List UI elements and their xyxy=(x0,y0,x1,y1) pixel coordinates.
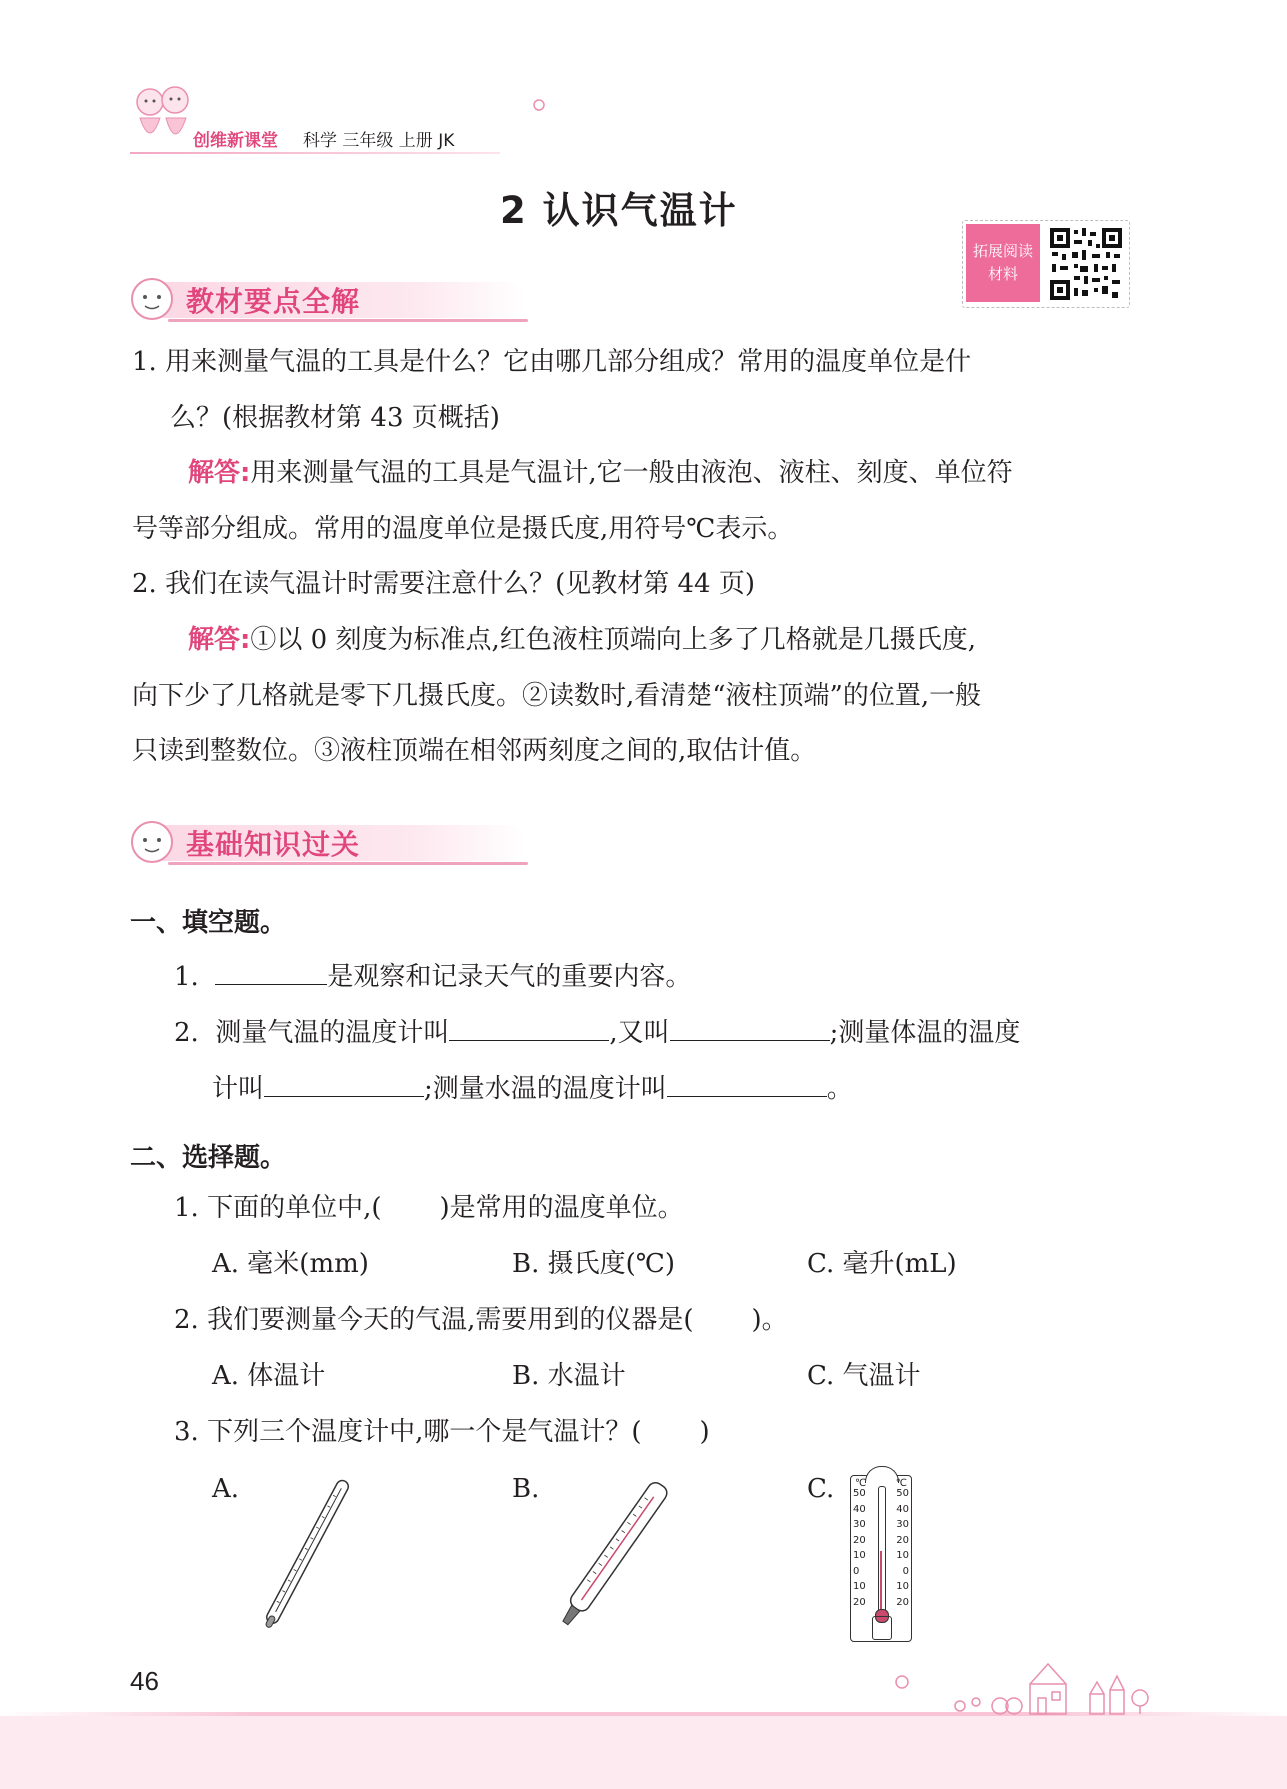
scale-label: 50 xyxy=(853,1488,866,1499)
answer-1-cont: 号等部分组成。常用的温度单位是摄氏度,用符号℃表示。 xyxy=(132,514,794,544)
subject-info: 科学 三年级 上册 JK xyxy=(303,131,455,151)
scale-label: 0 xyxy=(902,1565,909,1577)
thermometer-b-image[interactable] xyxy=(548,1470,678,1644)
scale-label: 10 xyxy=(896,1550,909,1561)
fill-question-1: 1. 是观察和记录天气的重要内容。 xyxy=(174,958,691,993)
scale-label: 10 xyxy=(896,1581,909,1592)
option-a[interactable]: A. xyxy=(212,1474,240,1504)
answer-label: 解答: xyxy=(188,458,251,488)
option-c[interactable]: C. 毫升(mL) xyxy=(807,1249,957,1279)
option-b[interactable]: B. xyxy=(512,1474,540,1504)
scale-label: 40 xyxy=(853,1503,866,1515)
scale-label: 0 xyxy=(853,1565,860,1577)
answer-1: 解答:用来测量气温的工具是气温计,它一般由液泡、液柱、刻度、单位符 xyxy=(188,458,1013,488)
scale-labels-right xyxy=(896,1486,909,1610)
option-a[interactable]: A. 毫米(mm) xyxy=(212,1249,369,1279)
section-title: 教材要点全解 xyxy=(186,285,361,318)
scale-label: 20 xyxy=(896,1596,909,1608)
scale-label: 10 xyxy=(853,1550,866,1561)
fill-question-2-cont: 计叫 ;测量水温的温度计叫 。 xyxy=(212,1070,853,1105)
answer-2: 解答:①以 0 刻度为标准点,红色液柱顶端向上多了几格就是几摄氏度, xyxy=(188,625,977,655)
fill-question-2: 2. 测量气温的温度计叫 ,又叫 ;测量体温的温度 xyxy=(174,1014,1020,1049)
castle-illustration xyxy=(940,1654,1170,1722)
option-c[interactable]: C. 气温计 xyxy=(807,1361,921,1391)
fill-blank-heading: 一、填空题。 xyxy=(130,908,287,938)
question-2: 2. 我们在读气温计时需要注意什么？(见教材第 44 页) xyxy=(132,569,755,599)
qr-code-icon[interactable] xyxy=(1048,226,1124,302)
thermometer-c-image[interactable]: ℃ ℃ 50 40 30 20 10 0 10 20 50 40 30 20 10 0 10 20 xyxy=(850,1475,912,1642)
scale-label: 20 xyxy=(853,1596,866,1608)
mascot-icon xyxy=(128,275,176,323)
extension-reading-tag: 拓展阅读 材料 xyxy=(966,224,1040,302)
option-b[interactable]: B. 摄氏度(℃) xyxy=(512,1249,676,1279)
answer-blank[interactable] xyxy=(264,1070,424,1097)
scale-label: 50 xyxy=(896,1488,909,1499)
footer-band xyxy=(0,1716,1287,1789)
option-b[interactable]: B. 水温计 xyxy=(512,1361,626,1391)
thermometer-a-image[interactable] xyxy=(252,1470,362,1644)
choice-question-3: 3. 下列三个温度计中,哪一个是气温计？( ) xyxy=(174,1417,710,1447)
header-divider xyxy=(130,152,500,154)
lesson-title: 2 认识气温计 xyxy=(500,189,738,232)
scale-label: 30 xyxy=(896,1519,909,1530)
choice-question-2: 2. 我们要测量今天的气温,需要用到的仪器是( )。 xyxy=(174,1305,788,1335)
answer-2-cont2: 只读到整数位。③液柱顶端在相邻两刻度之间的,取估计值。 xyxy=(132,736,817,766)
answer-blank[interactable] xyxy=(215,958,327,985)
brand-name: 创维新课堂 xyxy=(193,131,278,151)
section-title: 基础知识过关 xyxy=(186,828,361,861)
page-number: 46 xyxy=(130,1666,159,1696)
question-1: 1. 用来测量气温的工具是什么？它由哪几部分组成？常用的温度单位是什 xyxy=(132,347,972,377)
option-c[interactable]: C. xyxy=(807,1474,835,1504)
scale-label: 40 xyxy=(896,1503,909,1515)
scale-label: 20 xyxy=(853,1534,866,1546)
question-1-cont: 么？(根据教材第 43 页概括) xyxy=(170,403,500,433)
scale-label: 30 xyxy=(853,1519,866,1530)
answer-blank[interactable] xyxy=(670,1014,830,1041)
section-banner-basics xyxy=(128,818,528,864)
scale-label: 20 xyxy=(896,1534,909,1546)
flower-icon xyxy=(528,96,550,118)
answer-label: 解答: xyxy=(188,625,251,655)
answer-blank[interactable] xyxy=(449,1014,609,1041)
mascot-icon xyxy=(128,818,176,866)
scale-labels-left xyxy=(853,1486,866,1610)
flower-icon xyxy=(890,1672,914,1696)
section-banner-textbook xyxy=(128,275,528,321)
answer-2-cont: 向下少了几格就是零下几摄氏度。②读数时,看清楚“液柱顶端”的位置,一般 xyxy=(132,681,982,711)
choice-heading: 二、选择题。 xyxy=(130,1143,287,1173)
choice-question-1: 1. 下面的单位中,( )是常用的温度单位。 xyxy=(174,1193,684,1223)
scale-label: 10 xyxy=(853,1581,866,1592)
option-a[interactable]: A. 体温计 xyxy=(212,1361,326,1391)
answer-blank[interactable] xyxy=(667,1070,827,1097)
